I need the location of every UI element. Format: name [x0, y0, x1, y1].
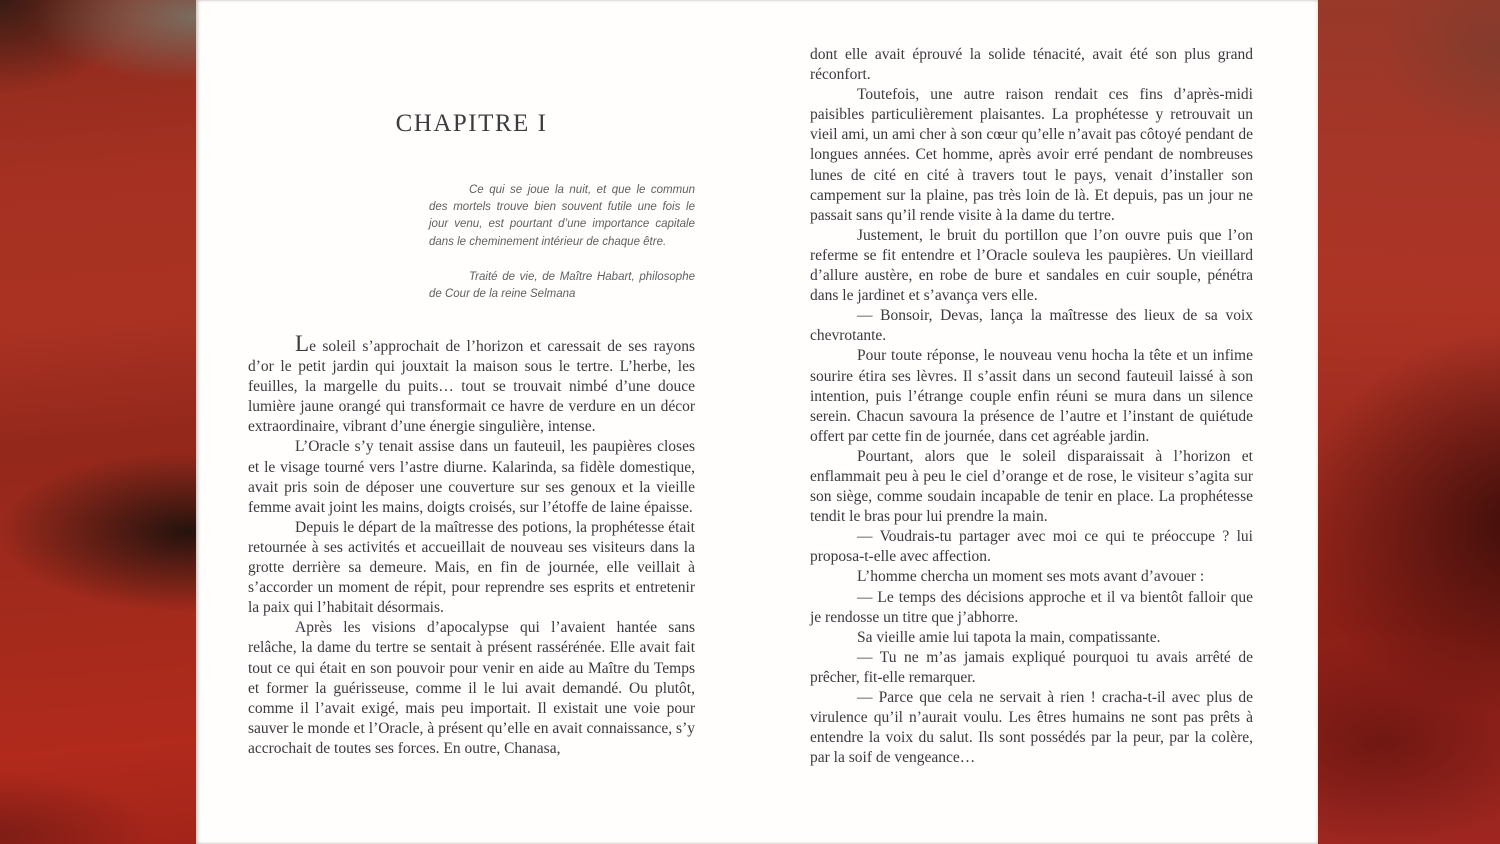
epigraph-attribution: Traité de vie, de Maître Habart, philosophe de Cour de la reine Selmana: [429, 270, 695, 301]
paragraph: Pourtant, alors que le soleil disparaissait à l’horizon et enflammait peu à peu le ciel d’orange et de rose, le visiteur s’agita sur son siège, comme soudain incapable de tenir en place. La prophétesse tendit le bras pour lui prendre la main.: [810, 447, 1253, 526]
epigraph: [429, 182, 695, 303]
left-page-body: [248, 331, 695, 759]
background-art-left: [0, 0, 196, 844]
paragraph: Le soleil s’approchait de l’horizon et caressait de ses rayons d’or le petit jardin qui jouxtait la maison sous le tertre. L’herbe, les feuilles, la margelle du puits… tout se trouvait nimbé d’une douce lumière jaune orangé qui transformait ce havre de verdure en un décor extraordinaire, vibrant d’une énergie singulière, intense.: [248, 331, 695, 436]
paragraph: Après les visions d’apocalypse qui l’avaient hantée sans relâche, la dame du tertre se sentait à présent rassérénée. Elle avait fait tout ce qui était en son pouvoir pour venir en aide au Maître du Temps et former la guérisseuse, comme il le lui avait demandé. Ou plutôt, comme il l’avait exigé, mais peu importait. Il existait une voie pour sauver le monde et l’Oracle, à présent qu’elle en avait connaissance, s’y accrochait de toutes ses forces. En outre, Chanasa,: [248, 619, 695, 757]
paragraph: — Voudrais-tu partager avec moi ce qui te préoccupe ? lui proposa-t-elle avec affection.: [810, 528, 1253, 566]
chapter-title: CHAPITRE I: [395, 110, 548, 137]
paragraph: — Le temps des décisions approche et il va bientôt falloir que je rendosse un titre que j’abhorre.: [810, 588, 1253, 626]
paragraph: Sa vieille amie lui tapota la main, compatissante.: [857, 628, 1161, 646]
paragraph: — Parce que cela ne servait à rien ! cracha-t-il avec plus de virulence qu’il n’aurait voulu. Les êtres humains ne sont pas prêts à entendre la voix du salut. Ils sont possédés par la peur, par la colère, par la soif de vengeance…: [810, 689, 1253, 767]
paragraph: — Tu ne m’as jamais expliqué pourquoi tu avais arrêté de prêcher, fit-elle remarquer.: [810, 648, 1253, 686]
paragraph: Justement, le bruit du portillon que l’on ouvre puis que l’on referme se fit entendre et l’Oracle souleva les paupières. Un vieillard d’allure austère, en robe de bure et sandales en cuir souple, pénétra dans le jardinet et s’avança vers elle.: [810, 226, 1253, 305]
paragraph: L’Oracle s’y tenait assise dans un fauteuil, les paupières closes et le visage tourné vers l’astre diurne. Kalarinda, sa fidèle domestique, avait pris soin de déposer une couverture sur ses genoux et la vieille femme avait joint les mains, doigts croisés, sur l’étoffe de laine épaisse.: [248, 438, 695, 516]
epigraph-quote: Ce qui se joue la nuit, et que le commun des mortels trouve bien souvent futile une fois le jour venu, est pourtant d’une importance capitale dans le cheminement intérieur de chaque être.: [429, 184, 695, 248]
background-art-right: [1318, 0, 1500, 844]
paragraph: — Bonsoir, Devas, lança la maîtresse des lieux de sa voix chevrotante.: [810, 307, 1253, 345]
paragraph: L’homme chercha un moment ses mots avant d’avouer :: [857, 568, 1205, 586]
paragraph: dont elle avait éprouvé la solide ténacité, avait été son plus grand réconfort.: [810, 46, 1253, 84]
paragraph: Pour toute réponse, le nouveau venu hocha la tête et un infime sourire étira ses lèvres. Il s’assit dans un second fauteuil laissé à son intention, puis l’étrange couple enfin réuni se mura dans un silence serein. Chacun savoura la présence de l’autre et l’instant de quiétude offert par cette fin de journée, dans cet agréable jardin.: [810, 347, 1253, 445]
paragraph: Depuis le départ de la maîtresse des potions, la prophétesse était retournée à ses activités et accueillait de nouveau ses visiteurs dans la grotte derrière sa demeure. Mais, en fin de journée, elle veillait à s’accorder un moment de répit, pour reprendre ses esprits et entretenir la paix qui l’habitait désormais.: [248, 518, 695, 617]
page-spread: [196, 0, 1318, 844]
paragraph: Toutefois, une autre raison rendait ces fins d’après-midi paisibles particulièrement plaisantes. La prophétesse y retrouvait un vieil ami, un ami cher à son cœur qu’elle n’avait pas côtoyé pendant de longues années. Cet homme, après avoir erré pendant de nombreuses lunes de cité en cité à travers tout le pays, venait d’installer son campement sur la plaine, pas très loin de là. Et depuis, pas un jour ne passait sans qu’il rende visite à la dame du tertre.: [810, 86, 1253, 224]
right-page-body: [810, 45, 1253, 768]
